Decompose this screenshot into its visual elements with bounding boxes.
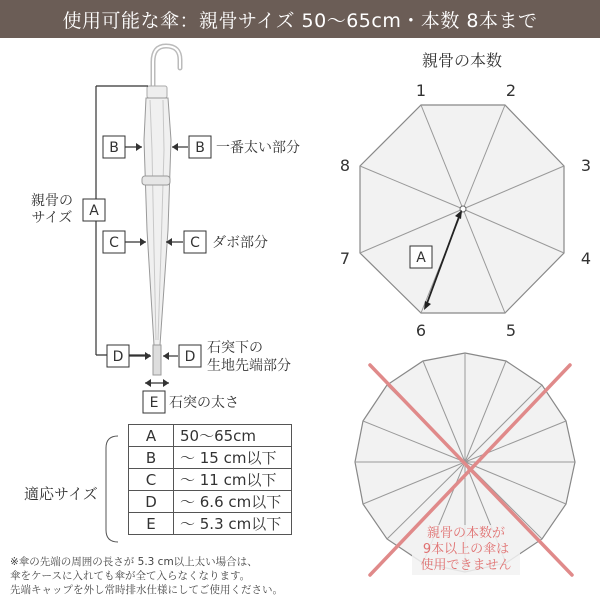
fit-size-label: 適応サイズ [24, 485, 98, 503]
svg-text:B: B [109, 140, 119, 156]
rib-size-label-line2: サイズ [31, 210, 73, 226]
marker-d-left [107, 345, 151, 367]
label-thickest-part: 一番太い部分 [216, 140, 300, 156]
octagon-umbrella [360, 105, 564, 313]
rib-number-6: 6 [415, 321, 427, 340]
footnote-line2: 傘をケースに入れても傘が全て入らなくなります。 [10, 570, 251, 582]
footnote [10, 555, 340, 597]
rib-number-4: 4 [580, 249, 592, 268]
umbrella-strap [142, 176, 170, 185]
invalid-line3: 使用できません [420, 558, 512, 573]
rib-marker-a: A [416, 250, 426, 266]
rib-size-label-line1: 親骨の [31, 193, 73, 209]
footnote-line1: ※傘の先端の周囲の長さが 5.3 cm以上太い場合は、 [10, 556, 258, 568]
table-row [129, 491, 292, 513]
marker-c-left [103, 231, 146, 253]
table-row [129, 447, 292, 469]
table-cell-value: 〜 11 cm以下 [174, 469, 292, 491]
rib-number-7: 7 [339, 249, 351, 268]
svg-text:C: C [190, 235, 200, 251]
label-dabo-part: ダボ部分 [212, 235, 268, 251]
rib-number-3: 3 [580, 156, 592, 175]
table-cell-value: 〜 6.6 cm以下 [174, 491, 292, 513]
marker-e [143, 379, 169, 413]
umbrella-body [144, 98, 171, 345]
table-cell-value: 〜 15 cm以下 [174, 447, 292, 469]
rib-number-5: 5 [505, 321, 517, 340]
umbrella-handle [153, 46, 180, 88]
svg-text:E: E [149, 395, 159, 411]
page-title: 使用可能な傘：親骨サイズ 50〜65cm・本数 8本まで [0, 0, 600, 38]
invalid-line1: 親骨の本数が [426, 526, 506, 541]
label-tip-thickness: 石突の太さ [169, 395, 239, 411]
invalid-line2: 9本以上の傘は [422, 542, 510, 557]
svg-text:D: D [112, 349, 124, 365]
closed-umbrella [142, 46, 180, 375]
table-cell-key: A [129, 425, 174, 447]
svg-text:B: B [195, 140, 205, 156]
marker-b-left [103, 136, 142, 158]
footnote-line3: 先端キャップを外し常時排水仕様にしてご使用ください。 [10, 584, 283, 596]
marker-c-right [166, 231, 206, 253]
table-cell-value: 〜 5.3 cm以下 [174, 513, 292, 535]
marker-a: A [89, 203, 99, 219]
marker-b-right [172, 136, 211, 158]
table-cell-key: E [129, 513, 174, 535]
label-below-tip-line1: 石突下の [207, 340, 263, 356]
table-row [129, 425, 292, 447]
table-row [129, 469, 292, 491]
table-cell-key: C [129, 469, 174, 491]
table-cell-key: D [129, 491, 174, 513]
table-row [129, 513, 292, 535]
marker-d-right [163, 345, 201, 367]
umbrella-tip [153, 345, 161, 375]
rib-number-1: 1 [415, 81, 427, 100]
rib-number-2: 2 [505, 81, 517, 100]
svg-text:C: C [109, 235, 119, 251]
table-cell-value: 50〜65cm [174, 425, 292, 447]
label-below-tip-line2: 生地先端部分 [207, 358, 291, 374]
svg-text:D: D [184, 349, 196, 365]
table-cell-key: B [129, 447, 174, 469]
rib-number-8: 8 [339, 156, 351, 175]
rib-count-title: 親骨の本数 [421, 51, 503, 70]
size-table [128, 424, 292, 535]
